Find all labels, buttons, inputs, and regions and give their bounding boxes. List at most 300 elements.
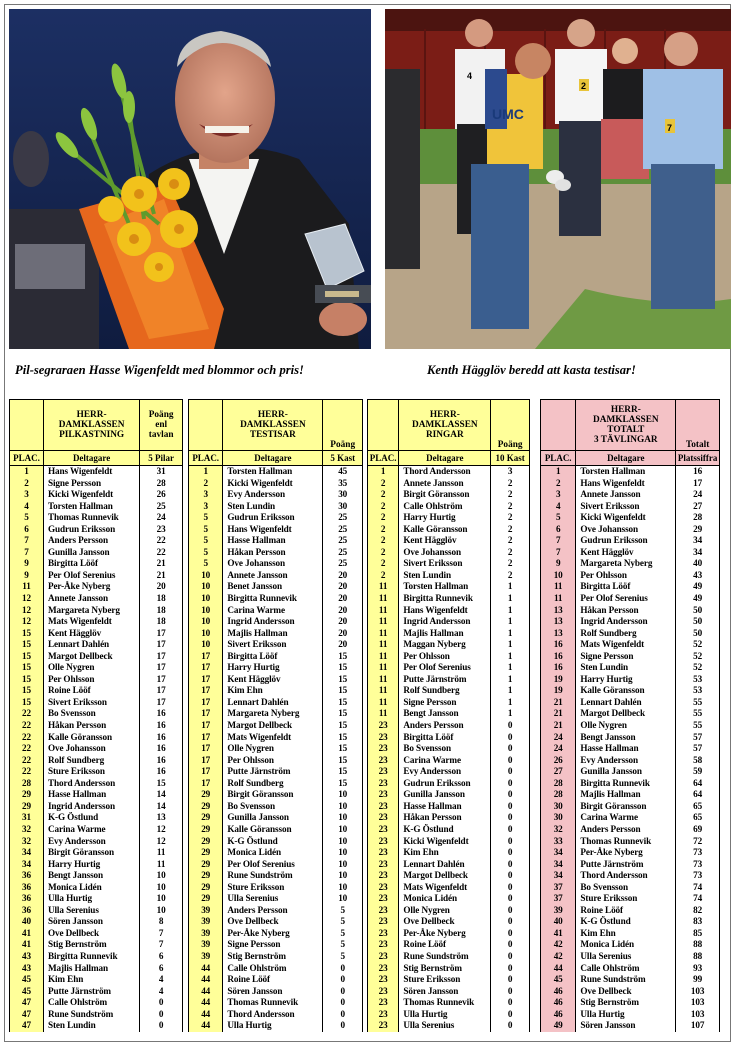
- row-participant: Anders Persson: [580, 823, 641, 834]
- row-placement: 2: [380, 500, 386, 511]
- row-score: 99: [693, 974, 703, 985]
- row-participant: Rune Sundström: [580, 974, 646, 985]
- row-participant: Mats Wigenfeldt: [47, 616, 112, 627]
- row-participant: Birgitta Runnevik: [227, 593, 297, 604]
- results-table-ringar: [367, 399, 530, 1040]
- row-score: 5: [340, 916, 345, 927]
- row-placement: 2: [203, 477, 208, 488]
- row-participant: Kicki Wigenfeldt: [580, 512, 646, 523]
- row-placement: 23: [378, 777, 388, 788]
- row-participant: Bengt Jansson: [580, 731, 636, 742]
- row-placement: 40: [553, 916, 563, 927]
- row-participant: Torsten Hallman: [227, 466, 293, 476]
- row-placement: 49: [553, 1020, 563, 1031]
- row-score: 0: [507, 974, 513, 985]
- row-placement: 17: [201, 754, 211, 765]
- row-placement: 23: [378, 754, 388, 765]
- column-score: [140, 466, 183, 1032]
- row-participant: Kalle Göransson: [227, 823, 292, 834]
- row-participant: Stig Bernström: [47, 939, 107, 950]
- row-score: 34: [693, 546, 703, 557]
- row-score: 0: [507, 754, 513, 765]
- row-score: 15: [338, 777, 348, 788]
- table-title: [576, 400, 676, 451]
- row-score: 10: [156, 881, 166, 892]
- row-placement: 5: [203, 558, 208, 569]
- row-score: 13: [156, 812, 166, 823]
- row-score: 10: [338, 835, 348, 846]
- row-participant: Hans Wigenfeldt: [227, 523, 292, 534]
- row-placement: 42: [553, 950, 563, 961]
- table-title: [399, 400, 491, 451]
- row-participant: Hasse Hallman: [403, 800, 462, 811]
- header-blank: [189, 400, 223, 451]
- row-placement: 22: [21, 743, 31, 754]
- row-placement: 15: [21, 685, 31, 696]
- row-placement: 2: [380, 558, 386, 569]
- row-placement: 43: [21, 962, 31, 973]
- column-header-name: Deltagare: [43, 451, 139, 466]
- row-score: 17: [156, 673, 166, 684]
- row-score: 15: [338, 766, 348, 777]
- row-placement: 39: [201, 916, 211, 927]
- column-header-name: Deltagare: [399, 451, 491, 466]
- row-placement: 11: [378, 708, 388, 719]
- row-participant: Majlis Hallman: [227, 627, 288, 638]
- row-score: 10: [338, 812, 348, 823]
- row-placement: 30: [553, 812, 563, 823]
- row-placement: 28: [553, 777, 563, 788]
- row-score: 55: [693, 696, 703, 707]
- row-participant: Olle Nygren: [47, 662, 95, 673]
- row-placement: 17: [201, 662, 211, 673]
- row-placement: 47: [21, 1008, 31, 1019]
- row-score: 24: [693, 489, 703, 500]
- row-score: 88: [693, 939, 703, 950]
- row-placement: 42: [553, 939, 563, 950]
- row-placement: 21: [553, 720, 563, 731]
- row-participant: Hasse Hallman: [47, 789, 107, 800]
- row-participant: Birgitta Lööf: [403, 731, 454, 742]
- row-participant: Mats Wigenfeldt: [403, 881, 468, 892]
- row-score: 5: [340, 950, 345, 961]
- row-score: 25: [338, 523, 348, 534]
- row-score: 74: [693, 893, 703, 904]
- row-score: 0: [507, 904, 513, 915]
- row-participant: Per Ohlsson: [227, 754, 274, 765]
- row-score: 16: [156, 754, 166, 765]
- row-participant: Hans Wigenfeldt: [580, 477, 645, 488]
- row-participant: Calle Ohlström: [403, 500, 463, 511]
- row-placement: 17: [201, 731, 211, 742]
- row-placement: 11: [553, 593, 563, 604]
- bib-number: 2: [581, 81, 587, 91]
- row-score: 15: [338, 731, 348, 742]
- row-placement: 9: [24, 558, 29, 569]
- row-participant: Evy Andersson: [47, 835, 106, 846]
- row-participant: Birgit Göransson: [403, 489, 470, 500]
- row-score: 0: [340, 985, 345, 996]
- row-placement: 16: [553, 650, 563, 661]
- row-placement: 32: [21, 835, 31, 846]
- row-participant: Kent Hägglöv: [227, 673, 281, 684]
- row-placement: 32: [21, 823, 31, 834]
- row-score: 0: [507, 858, 513, 869]
- row-participant: Bo Svensson: [403, 743, 452, 754]
- row-score: 2: [507, 500, 513, 511]
- row-participant: Olle Nygren: [403, 904, 450, 915]
- row-placement: 19: [553, 685, 563, 696]
- row-participant: Carina Warme: [47, 823, 106, 834]
- row-participant: Thomas Runnevik: [403, 997, 475, 1008]
- row-placement: 41: [21, 927, 31, 938]
- row-placement: 23: [378, 916, 388, 927]
- row-placement: 21: [553, 696, 563, 707]
- row-participant: Ove Johansson: [580, 523, 639, 534]
- row-placement: 32: [553, 823, 563, 834]
- row-placement: 23: [378, 858, 388, 869]
- row-participant: Ulla Serenius: [47, 904, 99, 915]
- row-participant: Roine Lööf: [227, 974, 271, 985]
- row-participant: Evy Andersson: [580, 754, 639, 765]
- row-score: 0: [507, 893, 513, 904]
- row-participant: Kim Ehn: [47, 974, 84, 985]
- row-participant: Anders Persson: [227, 904, 288, 915]
- row-placement: 44: [201, 974, 211, 985]
- row-score: 0: [507, 962, 513, 973]
- row-score: 103: [690, 997, 705, 1008]
- row-participant: Signe Persson: [227, 939, 281, 950]
- row-placement: 17: [201, 743, 211, 754]
- row-score: 82: [693, 904, 703, 915]
- row-placement: 2: [380, 546, 386, 557]
- header-blank: [541, 400, 576, 451]
- row-score: 14: [156, 800, 166, 811]
- row-placement: 5: [203, 546, 208, 557]
- row-participant: Hasse Hallman: [580, 743, 639, 754]
- row-score: 1: [507, 604, 513, 615]
- row-placement: 16: [553, 639, 563, 650]
- row-placement: 43: [21, 950, 31, 961]
- row-placement: 2: [380, 535, 386, 546]
- row-participant: Ingrid Andersson: [580, 616, 648, 627]
- row-participant: Benet Jansson: [227, 581, 282, 592]
- row-placement: 11: [378, 662, 388, 673]
- row-score: 25: [156, 500, 166, 511]
- row-placement: 44: [201, 985, 211, 996]
- value-header-line: Poäng: [497, 440, 523, 450]
- row-placement: 2: [380, 489, 386, 500]
- row-placement: 17: [201, 685, 211, 696]
- row-score: 17: [156, 696, 166, 707]
- table-title-line: DAMKLASSEN: [240, 420, 306, 430]
- row-placement: 6: [555, 523, 561, 534]
- row-score: 1: [507, 650, 513, 661]
- row-participant: Ove Dellbeck: [47, 927, 100, 938]
- row-score: 53: [693, 673, 703, 684]
- column-header-plac: PLAC.: [10, 451, 44, 466]
- row-placement: 15: [21, 696, 31, 707]
- row-score: 0: [507, 789, 513, 800]
- row-score: 0: [507, 823, 513, 834]
- row-participant: Torsten Hallman: [403, 581, 469, 592]
- row-placement: 2: [380, 512, 386, 523]
- row-score: 1: [507, 639, 513, 650]
- row-score: 74: [693, 881, 703, 892]
- row-participant: Rolf Sundberg: [403, 685, 460, 696]
- row-placement: 11: [378, 616, 388, 627]
- row-score: 73: [693, 858, 703, 869]
- row-participant: Håkan Persson: [403, 812, 462, 823]
- row-participant: Per Ohlsson: [47, 673, 95, 684]
- row-participant: Kent Hägglöv: [47, 627, 102, 638]
- row-participant: Per Olof Serenius: [47, 569, 116, 580]
- row-placement: 16: [553, 662, 563, 673]
- row-score: 17: [156, 639, 166, 650]
- row-participant: Anders Persson: [403, 720, 464, 731]
- row-participant: Thord Andersson: [403, 466, 471, 476]
- row-score: 15: [338, 696, 348, 707]
- row-participant: Lennart Dahlén: [403, 858, 465, 869]
- row-participant: Birgitta Runnevik: [47, 950, 118, 961]
- row-placement: 13: [553, 616, 563, 627]
- row-participant: Håkan Persson: [580, 604, 639, 615]
- row-placement: 29: [201, 870, 211, 881]
- value-header-line: Poäng: [148, 410, 174, 420]
- row-placement: 3: [203, 500, 208, 511]
- row-placement: 1: [380, 466, 386, 476]
- row-placement: 17: [201, 766, 211, 777]
- row-participant: Hasse Hallman: [227, 535, 286, 546]
- row-participant: K-G Östlund: [47, 812, 99, 823]
- row-placement: 24: [553, 731, 563, 742]
- caption-right: Kenth Hägglöv beredd att kasta testisar!: [427, 363, 636, 377]
- row-score: 65: [693, 800, 703, 811]
- row-score: 0: [507, 939, 513, 950]
- row-participant: Ove Dellbeck: [403, 916, 455, 927]
- row-placement: 34: [553, 870, 563, 881]
- row-score: 2: [507, 569, 513, 580]
- row-participant: Birgit Göransson: [47, 847, 114, 858]
- row-participant: Bengt Jansson: [403, 708, 459, 719]
- row-placement: 44: [201, 997, 211, 1008]
- header-blank: [368, 400, 399, 451]
- row-score: 0: [507, 835, 513, 846]
- row-participant: Birgitta Runnevik: [580, 777, 650, 788]
- row-placement: 23: [378, 731, 388, 742]
- row-score: 2: [507, 523, 513, 534]
- row-placement: 45: [21, 974, 31, 985]
- row-score: 0: [507, 950, 513, 961]
- row-placement: 23: [378, 800, 388, 811]
- row-placement: 5: [203, 523, 208, 534]
- row-participant: Per-Åke Nyberg: [580, 847, 643, 858]
- row-placement: 11: [378, 685, 388, 696]
- table-title-line: HERR-: [610, 405, 641, 415]
- row-score: 17: [156, 627, 166, 638]
- row-score: 17: [156, 685, 166, 696]
- row-placement: 3: [555, 489, 561, 500]
- row-score: 50: [693, 616, 703, 627]
- row-score: 0: [158, 997, 164, 1008]
- column-placement: [10, 466, 44, 1032]
- row-participant: Margot Dellbeck: [47, 650, 113, 661]
- row-placement: 44: [201, 1008, 211, 1019]
- row-score: 57: [693, 731, 703, 742]
- row-score: 2: [507, 535, 513, 546]
- row-placement: 13: [553, 627, 563, 638]
- row-score: 25: [338, 512, 348, 523]
- row-participant: Lennart Dahlén: [580, 696, 642, 707]
- row-participant: Kim Ehn: [580, 927, 616, 938]
- row-participant: Evy Andersson: [403, 766, 462, 777]
- row-placement: 29: [201, 800, 211, 811]
- row-score: 65: [693, 812, 703, 823]
- value-header: [323, 400, 363, 451]
- row-placement: 15: [21, 627, 31, 638]
- row-placement: 11: [378, 696, 388, 707]
- row-score: 6: [158, 962, 164, 973]
- row-participant: Sture Eriksson: [403, 974, 461, 985]
- row-score: 55: [693, 708, 703, 719]
- row-placement: 7: [24, 535, 29, 546]
- row-placement: 7: [555, 535, 561, 546]
- row-score: 55: [693, 720, 703, 731]
- row-participant: Putte Järnström: [580, 858, 644, 869]
- row-placement: 12: [21, 604, 31, 615]
- value-header: [491, 400, 530, 451]
- row-participant: Lennart Dahlén: [47, 639, 110, 650]
- row-placement: 36: [21, 893, 31, 904]
- column-header-value: 5 Pilar: [140, 451, 183, 466]
- row-placement: 29: [201, 847, 211, 858]
- row-placement: 13: [553, 604, 563, 615]
- row-participant: Gunilla Jansson: [580, 766, 642, 777]
- column-placement: [541, 466, 576, 1032]
- row-score: 0: [507, 766, 513, 777]
- row-score: 16: [156, 731, 166, 742]
- row-participant: Sivert Eriksson: [580, 500, 640, 511]
- row-score: 27: [693, 500, 703, 511]
- row-placement: 4: [555, 500, 561, 511]
- row-score: 0: [507, 916, 513, 927]
- row-placement: 21: [553, 708, 563, 719]
- row-score: 10: [338, 789, 348, 800]
- row-score: 103: [690, 985, 705, 996]
- row-score: 18: [156, 616, 166, 627]
- row-participant: Sten Lundin: [403, 569, 452, 580]
- row-placement: 28: [553, 789, 563, 800]
- row-placement: 46: [553, 985, 563, 996]
- column-participant: [223, 466, 323, 1032]
- row-participant: Margareta Nyberg: [580, 558, 653, 569]
- row-score: 10: [338, 893, 348, 904]
- row-participant: Mats Wigenfeldt: [227, 731, 292, 742]
- row-participant: Birgitta Lööf: [47, 558, 98, 569]
- row-score: 11: [156, 847, 166, 858]
- row-participant: Anders Persson: [47, 535, 109, 546]
- row-placement: 5: [24, 512, 29, 523]
- row-score: 1: [507, 593, 513, 604]
- row-participant: Rolf Sundberg: [47, 754, 105, 765]
- row-participant: Gunilla Jansson: [227, 812, 289, 823]
- row-score: 10: [338, 800, 348, 811]
- row-participant: Birgitta Lööf: [227, 650, 278, 661]
- row-participant: Calle Ohlström: [227, 962, 287, 973]
- row-placement: 36: [21, 904, 31, 915]
- row-placement: 5: [203, 512, 208, 523]
- row-score: 20: [338, 639, 348, 650]
- row-score: 1: [507, 673, 513, 684]
- row-score: 17: [693, 477, 703, 488]
- row-participant: Per-Åke Nyberg: [227, 927, 290, 938]
- row-participant: Hans Wigenfeldt: [403, 604, 468, 615]
- row-placement: 2: [24, 477, 29, 488]
- value-header: [140, 400, 183, 451]
- row-placement: 22: [21, 720, 31, 731]
- row-placement: 39: [201, 950, 211, 961]
- row-participant: Bo Svensson: [47, 708, 96, 719]
- row-score: 20: [338, 627, 348, 638]
- row-score: 10: [338, 870, 348, 881]
- row-participant: Annete Jansson: [580, 489, 641, 500]
- row-placement: 12: [21, 593, 31, 604]
- row-placement: 44: [201, 962, 211, 973]
- row-participant: Roine Lööf: [403, 939, 446, 950]
- row-score: 1: [507, 616, 513, 627]
- column-participant: [399, 466, 491, 1032]
- row-score: 0: [507, 720, 513, 731]
- row-placement: 44: [201, 1020, 211, 1031]
- row-placement: 23: [378, 835, 388, 846]
- row-placement: 34: [553, 858, 563, 869]
- column-placement: [189, 466, 223, 1032]
- table-title-line: DAMKLASSEN: [593, 415, 659, 425]
- column-participant: [43, 466, 139, 1032]
- column-header-plac: PLAC.: [189, 451, 223, 466]
- row-placement: 28: [21, 777, 31, 788]
- row-participant: Putte Järnström: [227, 766, 291, 777]
- row-placement: 45: [21, 985, 31, 996]
- row-placement: 19: [553, 673, 563, 684]
- row-score: 20: [338, 604, 348, 615]
- row-score: 25: [338, 546, 348, 557]
- row-score: 20: [338, 569, 348, 580]
- row-participant: Håkan Persson: [227, 546, 286, 557]
- row-participant: Gudrun Eriksson: [47, 523, 116, 534]
- row-participant: Margot Dellbeck: [227, 720, 292, 731]
- row-placement: 29: [201, 789, 211, 800]
- column-score: [676, 466, 720, 1032]
- row-participant: Roine Lööf: [580, 904, 624, 915]
- table-title-line: RINGAR: [425, 430, 464, 440]
- row-participant: K-G Östlund: [580, 916, 631, 927]
- row-participant: Thord Andersson: [227, 1008, 295, 1019]
- row-participant: Per Olof Serenius: [580, 593, 648, 604]
- row-participant: Harry Hurtig: [47, 858, 101, 869]
- row-score: 0: [507, 847, 513, 858]
- row-participant: Per Olof Serenius: [227, 858, 295, 869]
- row-score: 49: [693, 581, 703, 592]
- row-participant: Kent Hägglöv: [580, 546, 634, 557]
- row-score: 83: [693, 916, 703, 927]
- row-placement: 11: [378, 650, 388, 661]
- row-score: 2: [507, 512, 513, 523]
- header-blank: [10, 400, 44, 451]
- row-participant: Stig Bernström: [227, 950, 286, 961]
- row-participant: Ingrid Andersson: [227, 616, 295, 627]
- row-participant: Hans Wigenfeldt: [47, 466, 113, 476]
